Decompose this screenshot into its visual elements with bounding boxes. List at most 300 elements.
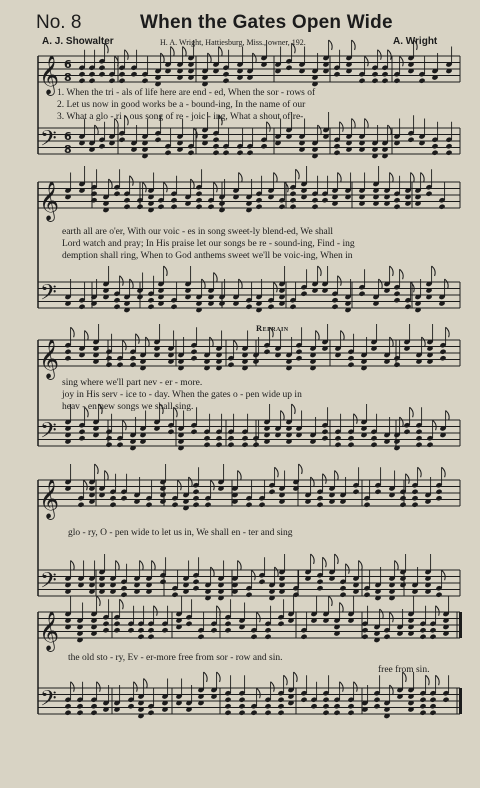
notehead [322,710,329,716]
notehead [250,634,257,640]
note-flag [388,50,392,60]
note-flag [426,675,430,685]
notehead [127,703,134,709]
notehead [347,362,354,368]
notehead [419,634,426,640]
notehead [255,204,262,210]
note-flag [432,266,436,276]
notehead [419,627,426,633]
notehead [333,143,340,149]
note-flag [436,675,440,685]
note-flag [318,125,322,135]
lyric-line: 3. What a glo - ri - ous song of re - joic - ing, What a shout of re- [57,112,304,122]
notehead [78,71,85,77]
lyric-line: earth all are o'er, With our voic - es in song sweet-ly blend-ed, We shall [62,227,334,237]
notehead [64,710,71,716]
note-flag [178,480,182,490]
notehead [161,627,168,633]
notehead [78,429,85,435]
note-flag [274,282,278,292]
notehead [277,697,284,703]
notehead [77,502,84,508]
notehead [415,429,422,435]
notehead [285,65,292,71]
time-signature-numerator: 6 [64,130,72,143]
notehead [333,71,340,77]
note-flag [130,176,134,186]
notehead [435,489,442,495]
notehead [102,627,109,633]
notehead [190,349,197,355]
note-flag [125,50,129,60]
notehead [116,362,123,368]
note-flag [271,682,275,692]
notehead [403,429,410,435]
notehead [277,621,284,627]
notehead [322,703,329,709]
notehead [419,710,426,716]
notehead [120,592,127,598]
notehead [347,435,354,441]
lyric-line: 1. When the tri - als of life here are end - ed, When the sor - rows of [57,88,316,98]
note-flag [97,596,101,606]
notehead [393,297,400,303]
notehead [90,191,97,197]
notehead [98,65,105,71]
notehead [445,150,452,156]
notehead [263,349,270,355]
bass-clef-icon: 𝄢 [40,418,57,449]
notehead [224,627,231,633]
notehead [204,502,211,508]
note-flag [281,411,285,421]
music-credit: A. Wright [393,36,438,47]
notehead [311,197,318,203]
notehead [137,627,144,633]
note-flag [154,606,158,616]
note-flag [194,128,198,138]
note-flag [352,40,356,50]
notehead [203,435,210,441]
notehead [264,703,271,709]
note-flag [238,561,242,571]
note-flag [143,182,147,192]
notehead [407,137,414,143]
note-flag [411,173,415,183]
notehead [113,191,120,197]
treble-clef-icon: 𝄞 [39,611,60,651]
notehead [347,442,354,448]
note-flag [410,407,414,417]
notehead [224,703,231,709]
note-flag [120,276,124,286]
notehead [210,627,217,633]
notehead [136,204,143,210]
notehead [429,710,436,716]
note-flag [275,567,279,577]
notehead [399,495,406,501]
notehead [130,71,137,77]
notehead [333,150,340,156]
notehead [147,304,154,310]
notehead [300,291,307,297]
notehead [316,502,323,508]
notehead [411,489,418,495]
notehead [241,435,248,441]
notehead [222,78,229,84]
note-flag [421,173,425,183]
notehead [371,71,378,77]
note-flag [446,411,450,421]
note-flag [352,119,356,129]
time-signature-denominator: 8 [64,143,72,156]
notehead [321,429,328,435]
note-flag [400,56,404,66]
notehead [90,710,97,716]
notehead [264,627,271,633]
note-flag [433,420,437,430]
notehead [203,442,210,448]
notehead [245,502,252,508]
notehead [411,495,418,501]
notehead [393,291,400,297]
time-signature-numerator: 6 [64,58,72,71]
notehead [383,634,390,640]
bass-clef-icon: 𝄢 [40,568,57,599]
notehead [88,71,95,77]
notehead [321,197,328,203]
note-flag [164,182,168,192]
notehead [118,71,125,77]
note-flag [446,327,450,337]
notehead [159,579,166,585]
note-flag [292,43,296,53]
note-flag [123,420,127,430]
note-flag [219,47,223,57]
notehead [358,291,365,297]
notehead [157,204,164,210]
note-flag [442,467,446,477]
note-flag [183,47,187,57]
notehead [393,362,400,368]
note-flag [274,173,278,183]
note-flag [234,340,238,350]
note-flag [95,464,99,474]
notehead [109,502,116,508]
note-flag [422,337,426,347]
notehead [147,710,154,716]
note-flag [238,471,242,481]
notehead [98,71,105,77]
note-flag [189,477,193,487]
treble-clef-icon: 𝄞 [39,479,60,519]
note-flag [84,480,88,490]
notehead [393,197,400,203]
notehead [238,710,245,716]
notehead [289,191,296,197]
notehead [171,502,178,508]
notehead [370,442,377,448]
notehead [316,579,323,585]
notehead [123,197,130,203]
notehead [352,489,359,495]
lyric-line: heav - en new songs we shall sing. [62,402,194,412]
notehead [334,435,341,441]
notehead [260,143,267,149]
note-flag [284,675,288,685]
notehead [316,585,323,591]
notehead [442,697,449,703]
notehead [289,197,296,203]
notehead [185,621,192,627]
notehead [105,435,112,441]
notehead [90,703,97,709]
notehead [431,150,438,156]
notehead [245,592,252,598]
notehead [445,143,452,149]
notehead [147,297,154,303]
note-flag [299,464,303,474]
notehead [399,502,406,508]
notehead [78,435,85,441]
words-credit: A. J. Showalter [42,36,114,47]
note-flag [340,603,344,613]
note-flag [204,672,208,682]
notehead [76,710,83,716]
note-flag [329,40,333,50]
notehead [137,634,144,640]
notehead [192,502,199,508]
note-flag [214,182,218,192]
notehead [170,204,177,210]
notehead [358,78,365,84]
note-flag [341,331,345,341]
notehead [411,502,418,508]
final-barline-thick [459,612,462,638]
notehead [147,627,154,633]
note-flag [71,327,75,337]
notehead [347,355,354,361]
note-flag [318,266,322,276]
notehead [164,150,171,156]
note-flag [211,567,215,577]
notehead [238,697,245,703]
notehead [192,579,199,585]
notehead [255,197,262,203]
note-flag [335,471,339,481]
notehead [381,71,388,77]
note-flag [214,273,218,283]
notehead [195,191,202,197]
notehead [435,495,442,501]
note-flag [146,337,150,347]
note-flag [436,606,440,616]
notehead [241,442,248,448]
note-flag [442,570,446,580]
note-flag [95,125,99,135]
note-flag [390,612,394,622]
notehead [245,304,252,310]
notehead [381,78,388,84]
lyric-line: demption shall ring, When to God anthems sweet we'll be voic-ing, When in [62,251,353,261]
note-flag [354,414,358,424]
note-flag [365,56,369,66]
notehead [425,191,432,197]
lyric-line: the old sto - ry, Ev - er-more free from sor - row and sin. [68,653,283,663]
notehead [154,137,161,143]
notehead [277,703,284,709]
note-flag [239,279,243,289]
note-flag [71,682,75,692]
notehead [373,697,380,703]
notehead [258,502,265,508]
notehead [404,304,411,310]
notehead [170,304,177,310]
notehead [195,197,202,203]
bass-clef-icon: 𝄢 [40,686,57,717]
note-flag [380,609,384,619]
notehead [109,495,116,501]
notehead [118,78,125,84]
notehead [333,710,340,716]
notehead [250,710,257,716]
notehead [278,204,285,210]
note-flag [217,672,221,682]
notehead [339,592,346,598]
note-flag [335,554,339,564]
notehead [187,150,194,156]
notehead [118,137,125,143]
note-flag [210,337,214,347]
notehead [78,304,85,310]
notehead [289,204,296,210]
bass-clef-icon: 𝄢 [40,126,57,157]
notehead [224,697,231,703]
note-flag [97,682,101,692]
note-flag [211,480,215,490]
notehead [264,710,271,716]
notehead [322,697,329,703]
notehead [236,150,243,156]
note-flag [346,564,350,574]
notehead [76,703,83,709]
notehead [207,204,214,210]
notehead [277,710,284,716]
notehead [102,621,109,627]
note-flag [329,596,333,606]
notehead [331,297,338,303]
notehead [333,703,340,709]
note-flag [202,279,206,289]
note-flag [395,561,399,571]
note-flag [275,467,279,477]
note-flag [316,331,320,341]
note-flag [191,179,195,189]
notehead [190,429,197,435]
notehead [222,150,229,156]
notehead [105,355,112,361]
note-flag [257,688,261,698]
note-flag [105,43,109,53]
note-flag [414,40,418,50]
notehead [373,703,380,709]
notehead [64,349,71,355]
notehead [431,143,438,149]
notehead [215,435,222,441]
note-flag [239,173,243,183]
notehead [123,204,130,210]
treble-clef-icon: 𝄞 [39,181,60,221]
notehead [98,143,105,149]
note-flag [359,561,363,571]
note-flag [208,53,212,63]
notehead [145,502,152,508]
notehead [212,137,219,143]
treble-clef-icon: 𝄞 [39,55,60,95]
note-flag [388,125,392,135]
note-flag [296,169,300,179]
note-flag [338,173,342,183]
notehead [212,150,219,156]
notehead [418,78,425,84]
notehead [120,585,127,591]
lyric-line: joy in His serv - ice to - day. When the gates o - pen wide up in [62,390,302,400]
notehead [415,442,422,448]
treble-clef-icon: 𝄞 [39,339,60,379]
note-flag [445,279,449,289]
notehead [370,435,377,441]
notehead [108,78,115,84]
lyric-line: glo - ry, O - pen wide to let us in, We shall en - ter and sing [68,528,293,538]
notehead [78,78,85,84]
notehead [419,697,426,703]
notehead [268,489,275,495]
notehead [64,703,71,709]
notehead [258,579,265,585]
note-flag [152,561,156,571]
notehead [295,355,302,361]
notehead [227,442,234,448]
bass-clef-icon: 𝄢 [40,280,57,311]
note-flag [338,276,342,286]
notehead [267,304,274,310]
notehead [334,442,341,448]
note-flag [123,340,127,350]
hymn-title: When the Gates Open Wide [140,12,393,33]
note-flag [400,417,404,427]
note-flag [354,682,358,692]
note-flag [311,554,315,564]
note-flag [217,606,221,616]
notehead [295,349,302,355]
note-flag [323,474,327,484]
note-flag [311,477,315,487]
notehead [415,435,422,441]
note-flag [253,53,257,63]
notehead [321,435,328,441]
notehead [105,362,112,368]
note-flag [116,561,120,571]
notehead [331,304,338,310]
notehead [224,621,231,627]
copyright-owner: H. A. Wright, Hattiesburg, Miss., owner, 192. [160,38,306,47]
notehead [215,442,222,448]
note-flag [71,561,75,571]
notehead [167,429,174,435]
notehead [197,634,204,640]
notehead [238,703,245,709]
notehead [246,150,253,156]
